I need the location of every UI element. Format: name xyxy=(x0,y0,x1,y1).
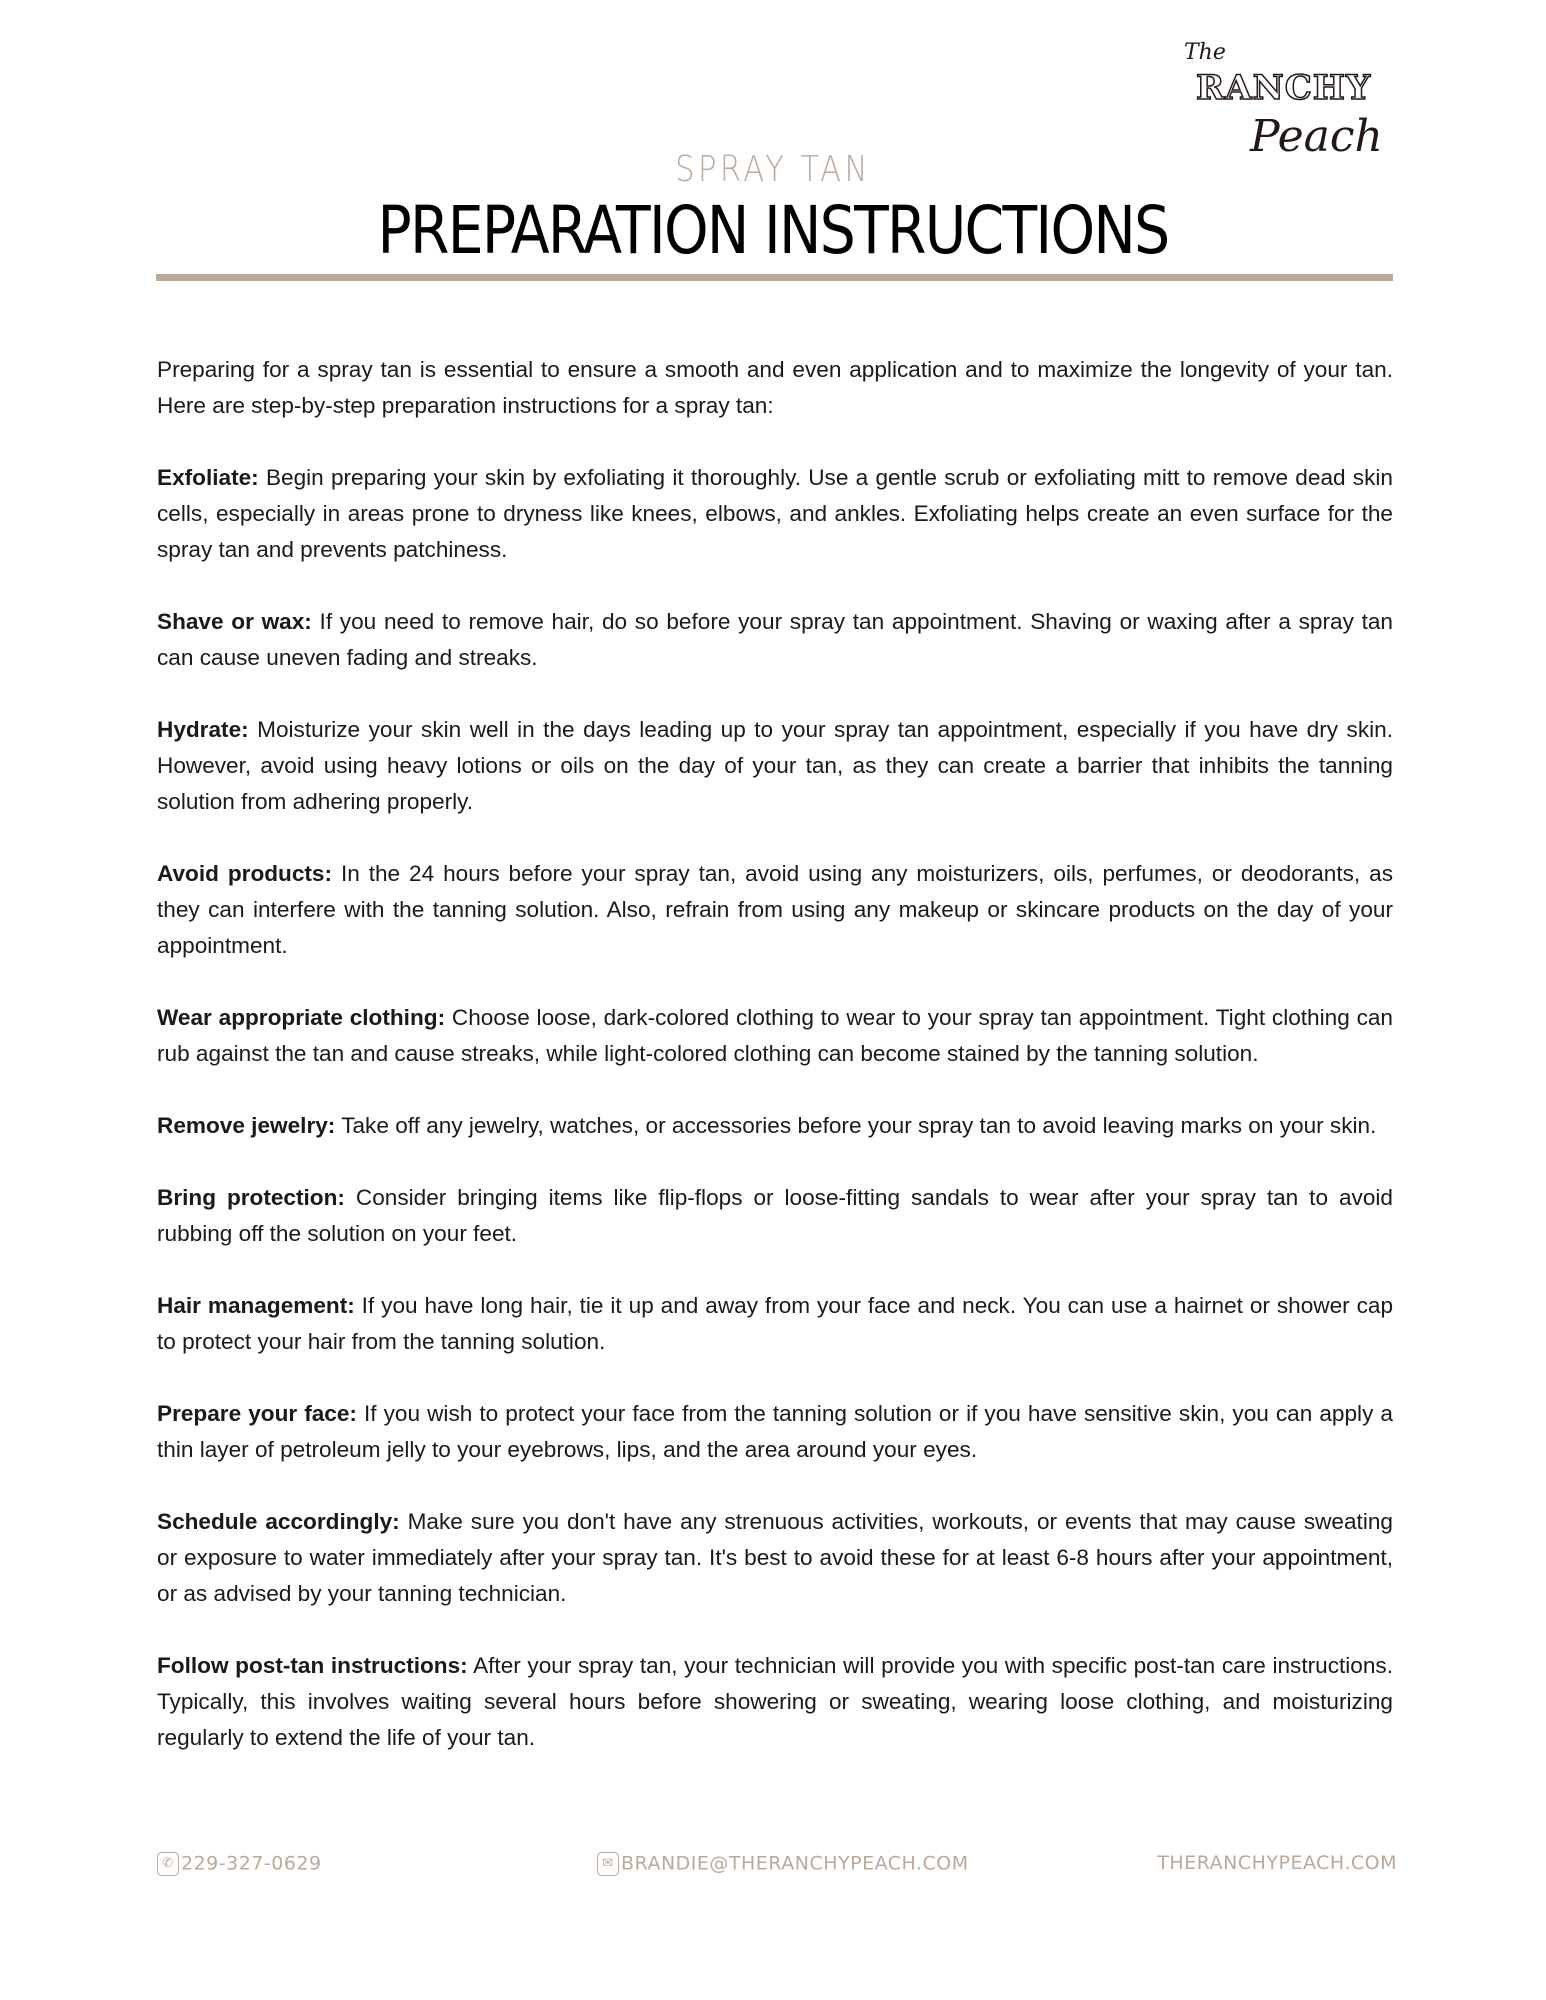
email-text: BRANDIE@THERANCHYPEACH.COM xyxy=(621,1852,969,1875)
step-label: Bring protection: xyxy=(157,1185,345,1210)
phone-icon: ✆ xyxy=(157,1852,179,1876)
instruction-step xyxy=(157,1648,1393,1756)
logo-the: The xyxy=(1184,40,1226,65)
step-label: Follow post-tan instructions: xyxy=(157,1653,468,1678)
logo-peach: Peach xyxy=(1250,111,1383,162)
step-text: Begin preparing your skin by exfoliating it thoroughly. Use a gentle scrub or exfoliating mitt to remove dead skin cells, especially in areas prone to dryness like knees, elbows, and ankles. Exfoliating helps create an even surface for the spray tan and prevents patchiness. xyxy=(157,465,1393,562)
instruction-step xyxy=(157,1396,1393,1468)
step-label: Hair management: xyxy=(157,1293,355,1318)
page-subtitle: SPRAY TAN xyxy=(675,149,871,190)
step-label: Schedule accordingly: xyxy=(157,1509,400,1534)
instruction-step xyxy=(157,1288,1393,1360)
instruction-step xyxy=(157,856,1393,964)
step-text: Take off any jewelry, watches, or accessories before your spray tan to avoid leaving marks on your skin. xyxy=(335,1113,1377,1138)
step-label: Hydrate: xyxy=(157,717,249,742)
instruction-step xyxy=(157,1504,1393,1612)
step-text: If you have long hair, tie it up and away from your face and neck. You can use a hairnet or shower cap to protect your hair from the tanning solution. xyxy=(157,1293,1394,1354)
step-text: Consider bringing items like flip-flops or loose-fitting sandals to wear after your spray tan to avoid rubbing off the solution on your feet. xyxy=(157,1185,1393,1246)
instruction-step xyxy=(157,1108,1393,1144)
step-label: Prepare your face: xyxy=(157,1401,357,1426)
instruction-step xyxy=(157,1180,1393,1252)
step-text: Moisturize your skin well in the days leading up to your spray tan appointment, especially if you have dry skin. However, avoid using heavy lotions or oils on the day of your tan, as they can create a barrier that inhibits the tanning solution from adhering properly. xyxy=(157,717,1393,814)
page-title: PREPARATION INSTRUCTIONS xyxy=(377,192,1169,269)
step-text: If you need to remove hair, do so before your spray tan appointment. Shaving or waxing after a spray tan can cause uneven fading and streaks. xyxy=(157,609,1393,670)
step-text: If you wish to protect your face from the tanning solution or if you have sensitive skin, you can apply a thin layer of petroleum jelly to your eyebrows, lips, and the area around your eyes. xyxy=(157,1401,1393,1462)
step-text: After your spray tan, your technician will provide you with specific post-tan care instructions. Typically, this involves waiting several hours before showering or sweating, wearing loose clothing, and moisturizing regularly to extend the life of your tan. xyxy=(157,1653,1393,1750)
instruction-step xyxy=(157,1000,1393,1072)
brand-logo xyxy=(1180,40,1480,165)
envelope-icon: ✉ xyxy=(597,1852,619,1876)
logo-ranchy: RANCHY xyxy=(1196,68,1372,108)
footer-website[interactable]: THERANCHYPEACH.COM xyxy=(1157,1852,1397,1874)
phone-text: 229-327-0629 xyxy=(181,1852,322,1875)
footer-email[interactable] xyxy=(597,1852,969,1876)
instruction-step xyxy=(157,604,1393,676)
footer xyxy=(157,1852,1397,1882)
step-label: Remove jewelry: xyxy=(157,1113,336,1138)
step-text: Make sure you don't have any strenuous activities, workouts, or events that may cause sweating or exposure to water immediately after your spray tan. It's best to avoid these for at least 6-8 hours after your appointment, or as advised by your tanning technician. xyxy=(157,1509,1393,1606)
step-text: Choose loose, dark-colored clothing to wear to your spray tan appointment. Tight clothing can rub against the tan and cause streaks, while light-colored clothing can become stained by the tanning solution. xyxy=(157,1005,1393,1066)
step-label: Shave or wax: xyxy=(157,609,312,634)
intro-paragraph: Preparing for a spray tan is essential to ensure a smooth and even application and to maximize the longevity of your tan. Here are step-by-step preparation instructions for a spray tan: xyxy=(157,357,1393,418)
step-text: In the 24 hours before your spray tan, avoid using any moisturizers, oils, perfumes, or deodorants, as they can interfere with the tanning solution. Also, refrain from using any makeup or skincare products on the day of your appointment. xyxy=(157,861,1393,958)
footer-phone[interactable] xyxy=(157,1852,322,1876)
step-label: Wear appropriate clothing: xyxy=(157,1005,446,1030)
step-label: Exfoliate: xyxy=(157,465,259,490)
document-body xyxy=(157,352,1393,1792)
instruction-step xyxy=(157,460,1393,568)
step-label: Avoid products: xyxy=(157,861,333,886)
header-divider xyxy=(156,274,1393,281)
instruction-step xyxy=(157,712,1393,820)
